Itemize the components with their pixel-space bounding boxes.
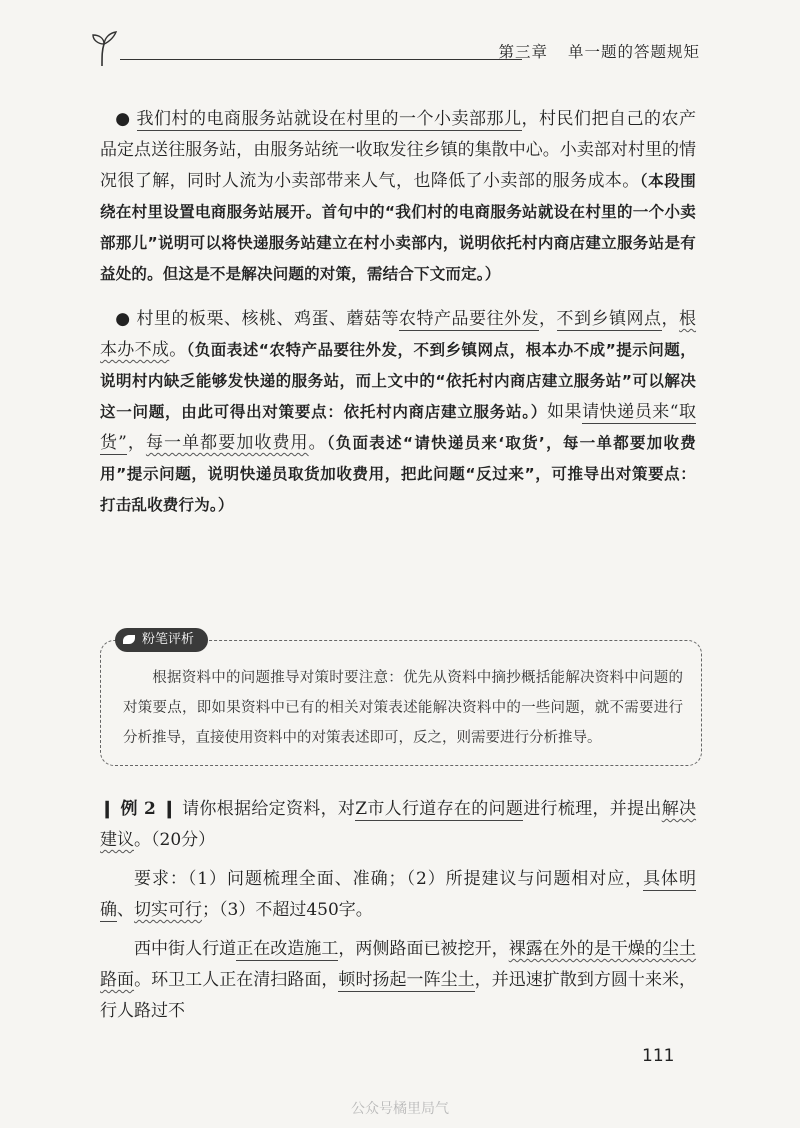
paragraph-2: ● 村里的板栗、核桃、鸡蛋、蘑菇等农特产品要往外发，不到乡镇网点，根本办不成。（负面表述“农特产品要往外发，不到乡镇网点，根本办不成”提示问题，说明村内缺乏能够发快递的服务站，而上文中的“依托村内商店建立服务站”可以解决这一问题，由此可得出对策要点：依托村内商店建立服务站。）如果请快递员来“取货”，每一单都要加收费用。（负面表述“请快递员来‘取货’，每一单都要加收费用”提示问题，说明快递员取货加收费用，把此问题“反过来”，可推导出对策要点：打击乱收费行为。） <box>100 309 697 514</box>
paragraph-1 <box>100 104 696 290</box>
annotation: （负面表述“农特产品要往外发，不到乡镇网点，根本办不成”提示问题，说明村内缺乏能够发快递的服务站，而上文中的“依托村内商店建立服务站”可以解决这一问题，由此可得出对策要点：依托村内商店建立服务站。） <box>100 341 697 421</box>
bullet-mark: ● <box>115 109 131 129</box>
example-section <box>100 794 696 1027</box>
chapter-title: 单一题的答题规矩 <box>567 43 700 61</box>
quoted-material: 具体明确 <box>100 869 696 920</box>
sprout-icon <box>90 28 124 68</box>
leaf-icon <box>123 635 135 644</box>
header-text <box>485 40 700 62</box>
quoted-material: 不到乡镇网点 <box>556 309 662 329</box>
analysis-box <box>100 632 702 766</box>
wavy-material: 根本办不成 <box>100 309 697 360</box>
wavy-material: 裸露在外的是干燥的尘土路面 <box>100 939 696 990</box>
example-material: 西中街人行道正在改造施工，两侧路面已被挖开，裸露在外的是干燥的尘土路面。环卫工人正在清扫路面，顿时扬起一阵尘土，并迅速扩散到方圆十来米，行人路过不 <box>100 939 697 1021</box>
example-marker: ❙ 例 2 ❙ <box>100 799 177 819</box>
analysis-label: 粉笔评析 <box>115 628 208 652</box>
annotation: （本段围绕在村里设置电商服务站展开。首句中的“我们村的电商服务站就设在村里的一个小卖部那儿”说明可以将快递服务站建立在村小卖部内，说明依托村内商店建立服务站是有益处的。但这是不是解决问题的对策，需结合下文而定。） <box>100 172 696 283</box>
analysis-text: 根据资料中的问题推导对策时要注意：优先从资料中摘抄概括能解决资料中问题的对策要点，即如果资料中已有的相关对策表述能解决资料中的一些问题，就不需要进行分析推导，直接使用资料中的对策表述即可，反之，则需要进行分析推导。 <box>123 670 683 746</box>
wavy-material: 解决建议 <box>100 799 697 850</box>
chapter-label: 第三章 <box>498 43 549 61</box>
quoted-material: 顿时扬起一阵尘土 <box>338 970 475 990</box>
quoted-material: 我们村的电商服务站就设在村里的一个小卖部那儿 <box>136 109 522 129</box>
material-text: ，村民们把自己的农产品定点送往服务站，由服务站统一收取发往乡镇的集散中心。小卖部对村里的情况很了解，同时人流为小卖部带来人气，也降低了小卖部的服务成本。 <box>100 109 697 191</box>
wavy-material: 切实可行 <box>134 900 202 920</box>
quoted-material: 正在改造施工 <box>236 939 339 959</box>
material-text: 村里的板栗、核桃、鸡蛋、蘑菇等 <box>136 309 400 329</box>
annotation: （负面表述“请快递员来‘取货’，每一单都要加收费用”提示问题，说明快递员取货加收费用，把此问题“反过来”，可推导出对策要点：打击乱收费行为。） <box>100 434 697 514</box>
quoted-material: 请快递员来“取货” <box>100 402 697 453</box>
example-requirements: 要求：（1）问题梳理全面、准确；（2）所提建议与问题相对应，具体明确、切实可行；（3）不超过450字。 <box>100 869 696 920</box>
header-rule <box>120 59 522 60</box>
page-number: 111 <box>642 1046 675 1066</box>
example-question: ❙ 例 2 ❙ 请你根据给定资料，对Z市人行道存在的问题进行梳理，并提出解决建议。（20分） <box>100 799 697 850</box>
running-header <box>90 28 700 68</box>
bullet-mark: ● <box>115 309 131 329</box>
main-text <box>100 104 696 521</box>
quoted-material: 农特产品要往外发 <box>399 309 540 329</box>
watermark: 公众号橘里局气 <box>351 1101 449 1117</box>
wavy-material: 每一单都要加收费用 <box>145 433 309 453</box>
quoted-material: Z市人行道存在的问题 <box>355 799 524 819</box>
